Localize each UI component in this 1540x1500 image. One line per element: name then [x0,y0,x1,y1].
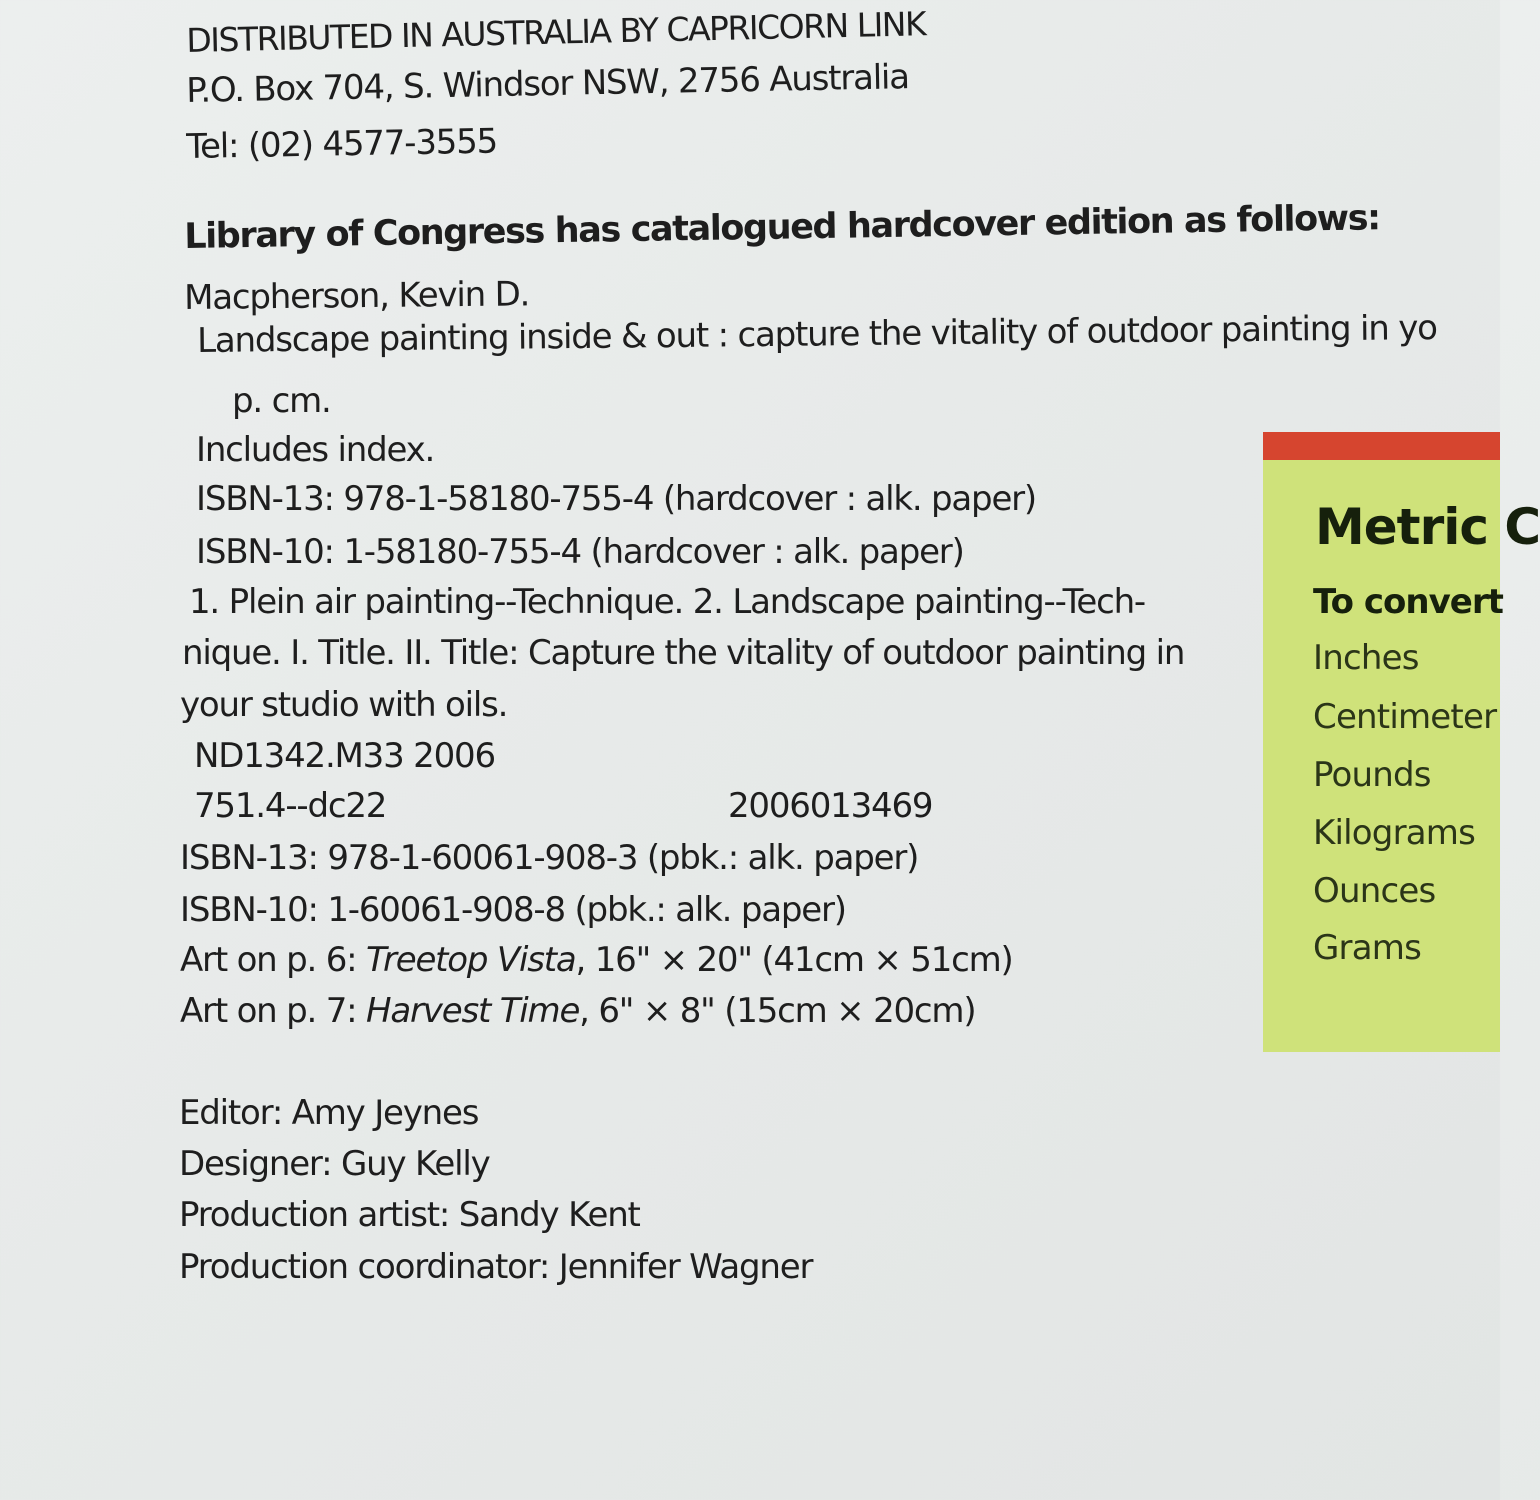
metric-panel-subtitle: To convert [1313,582,1503,622]
distributor-phone: Tel: (02) 4577-3555 [185,121,498,167]
metric-unit-item: Centimeter [1313,697,1497,737]
catalog-dewey: 751.4--dc22 [194,786,387,826]
catalog-subjects-line3: your studio with oils. [180,685,508,725]
catalog-author: Macpherson, Kevin D. [183,274,530,318]
metric-unit-item: Grams [1313,928,1421,968]
artwork-dimensions: , 6" × 8" (15cm × 20cm) [579,991,976,1031]
artwork-title: Harvest Time [366,991,580,1031]
art-credit-p6 [180,940,1013,980]
catalog-lccn: 2006013469 [728,786,933,826]
production-artist-credit: Production artist: Sandy Kent [179,1195,640,1235]
editor-credit: Editor: Amy Jeynes [179,1093,479,1133]
catalog-isbn10-paperback: ISBN-10: 1-60061-908-8 (pbk.: alk. paper) [180,890,846,930]
metric-unit-item: Kilograms [1313,813,1476,853]
metric-unit-item: Pounds [1313,755,1431,795]
catalog-index-note: Includes index. [196,430,435,470]
distributor-address: P.O. Box 704, S. Windsor NSW, 2756 Australia [185,57,910,111]
art-credit-prefix: Art on p. 6: [180,940,367,980]
art-credit-p7 [180,991,976,1031]
metric-conversion-panel [1263,432,1540,1052]
metric-unit-item: Inches [1313,638,1419,678]
metric-panel-title: Metric C [1315,498,1540,556]
artwork-title: Treetop Vista [366,940,576,980]
metric-unit-item: Ounces [1313,871,1436,911]
production-coordinator-credit: Production coordinator: Jennifer Wagner [179,1247,813,1287]
catalog-pcm: p. cm. [232,381,331,421]
panel-top-bar [1263,432,1500,460]
distributor-line: DISTRIBUTED IN AUSTRALIA BY CAPRICORN LINK [185,4,926,60]
catalog-isbn13-paperback: ISBN-13: 978-1-60061-908-3 (pbk.: alk. paper) [180,838,919,878]
designer-credit: Designer: Guy Kelly [179,1144,490,1184]
catalog-subjects-line2: nique. I. Title. II. Title: Capture the vitality of outdoor painting in [182,633,1185,673]
art-credit-prefix: Art on p. 7: [180,991,367,1031]
catalog-title: Landscape painting inside & out : capture the vitality of outdoor painting in yo [196,308,1437,361]
catalog-isbn13-hardcover: ISBN-13: 978-1-58180-755-4 (hardcover : alk. paper) [196,479,1036,519]
catalog-isbn10-hardcover: ISBN-10: 1-58180-755-4 (hardcover : alk. paper) [196,532,964,572]
catalog-subjects-line1: 1. Plein air painting--Technique. 2. Landscape painting--Tech- [189,582,1145,622]
catalog-lc-class: ND1342.M33 2006 [194,736,495,776]
loc-heading: Library of Congress has catalogued hardcover edition as follows: [183,198,1381,257]
artwork-dimensions: , 16" × 20" (41cm × 51cm) [575,940,1013,980]
